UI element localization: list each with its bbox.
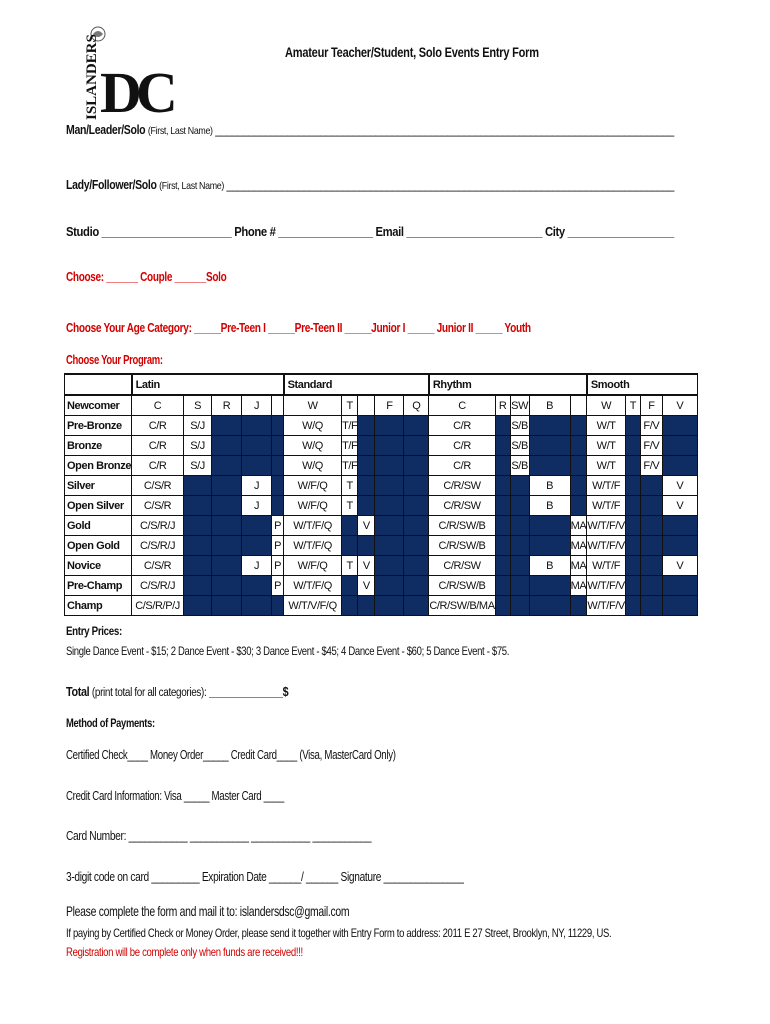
grid-cell bbox=[184, 516, 212, 536]
grid-cell bbox=[272, 436, 284, 456]
grid-group-header: Rhythm bbox=[429, 374, 587, 395]
grid-cell[interactable]: P bbox=[272, 536, 284, 556]
grid-cell bbox=[510, 576, 529, 596]
age-category[interactable]: Choose Your Age Category: _____Pre-Teen I _____Pre-Teen II _____Junior I _____ Junior II _____ Youth bbox=[66, 321, 531, 335]
grid-cell bbox=[212, 456, 242, 476]
grid-cell bbox=[529, 456, 570, 476]
grid-cell bbox=[404, 456, 429, 476]
grid-row bbox=[65, 416, 698, 436]
grid-level-label: Bronze bbox=[65, 436, 132, 456]
grid-cell[interactable]: C/S/R bbox=[132, 556, 184, 576]
grid-cell bbox=[570, 436, 587, 456]
grid-cell bbox=[342, 576, 358, 596]
grid-cell[interactable]: W/F/Q bbox=[284, 476, 342, 496]
grid-cell bbox=[640, 516, 662, 536]
grid-cell bbox=[640, 496, 662, 516]
grid-cell[interactable]: W/F/Q bbox=[284, 556, 342, 576]
grid-cell[interactable]: W/T/F/V bbox=[587, 576, 626, 596]
grid-cell[interactable]: W bbox=[587, 395, 626, 416]
grid-cell bbox=[242, 456, 272, 476]
grid-cell bbox=[358, 416, 375, 436]
grid-cell bbox=[662, 576, 697, 596]
grid-cell bbox=[375, 456, 404, 476]
grid-cell bbox=[570, 496, 587, 516]
grid-cell bbox=[272, 456, 284, 476]
grid-cell bbox=[242, 416, 272, 436]
grid-cell[interactable]: J bbox=[242, 476, 272, 496]
grid-cell bbox=[495, 416, 510, 436]
grid-cell[interactable]: W/T/F/V bbox=[587, 516, 626, 536]
logo-text-dc: DC bbox=[100, 60, 172, 125]
grid-level-label: Pre-Champ bbox=[65, 576, 132, 596]
total-field[interactable] bbox=[66, 685, 288, 699]
grid-cell[interactable]: V bbox=[662, 556, 697, 576]
grid-cell[interactable]: T bbox=[342, 395, 358, 416]
grid-cell bbox=[662, 456, 697, 476]
grid-row bbox=[65, 596, 698, 616]
grid-cell bbox=[212, 556, 242, 576]
grid-cell[interactable]: T bbox=[342, 556, 358, 576]
grid-cell bbox=[529, 576, 570, 596]
grid-cell bbox=[495, 476, 510, 496]
grid-cell bbox=[570, 456, 587, 476]
man-leader-field[interactable] bbox=[66, 123, 674, 137]
grid-cell bbox=[662, 416, 697, 436]
grid-cell bbox=[404, 536, 429, 556]
grid-row bbox=[65, 476, 698, 496]
grid-cell[interactable]: C bbox=[429, 395, 495, 416]
grid-cell[interactable]: W/T/V/F/Q bbox=[284, 596, 342, 616]
grid-cell[interactable]: Q bbox=[404, 395, 429, 416]
grid-cell bbox=[570, 596, 587, 616]
grid-cell bbox=[184, 576, 212, 596]
grid-cell[interactable]: SW bbox=[510, 395, 529, 416]
grid-cell bbox=[184, 536, 212, 556]
grid-cell bbox=[212, 416, 242, 436]
grid-cell[interactable] bbox=[358, 395, 375, 416]
grid-cell bbox=[404, 416, 429, 436]
grid-cell bbox=[529, 596, 570, 616]
grid-cell bbox=[242, 596, 272, 616]
grid-cell bbox=[510, 536, 529, 556]
grid-cell[interactable]: W/F/Q bbox=[284, 496, 342, 516]
grid-cell[interactable]: C/R bbox=[132, 456, 184, 476]
grid-cell[interactable]: T bbox=[625, 395, 640, 416]
grid-cell[interactable]: F/V bbox=[640, 436, 662, 456]
grid-cell bbox=[184, 556, 212, 576]
grid-cell bbox=[404, 476, 429, 496]
total-hint: (print total for all categories): bbox=[91, 687, 207, 699]
address-instructions: If paying by Certified Check or Money Order, please send it together with Entry Form to address: 2011 E 27 Street, Brooklyn, NY, 11229, US. bbox=[66, 926, 612, 940]
grid-cell[interactable]: P bbox=[272, 576, 284, 596]
grid-cell[interactable]: J bbox=[242, 496, 272, 516]
grid-cell[interactable]: MA bbox=[570, 516, 587, 536]
grid-cell[interactable]: C/S/R bbox=[132, 496, 184, 516]
grid-cell bbox=[375, 596, 404, 616]
grid-cell bbox=[342, 536, 358, 556]
grid-cell[interactable]: W/T bbox=[587, 416, 626, 436]
grid-cell bbox=[662, 516, 697, 536]
grid-level-label: Open Silver bbox=[65, 496, 132, 516]
card-code-expiry-signature[interactable]: 3-digit code on card _________ Expiration Date ______/ ______ Signature _______________ bbox=[66, 870, 464, 884]
grid-cell[interactable]: J bbox=[242, 395, 272, 416]
grid-group-header: Standard bbox=[284, 374, 429, 395]
entry-prices-heading: Entry Prices: bbox=[66, 624, 122, 638]
grid-cell bbox=[358, 596, 375, 616]
grid-cell[interactable]: C/R/SW/B/MA bbox=[429, 596, 495, 616]
grid-cell[interactable]: C/R bbox=[429, 436, 495, 456]
grid-cell[interactable]: C/R bbox=[429, 416, 495, 436]
grid-cell[interactable]: S/B bbox=[510, 456, 529, 476]
grid-cell bbox=[495, 576, 510, 596]
grid-cell[interactable]: S/B bbox=[510, 416, 529, 436]
grid-cell[interactable]: V bbox=[358, 556, 375, 576]
grid-cell bbox=[212, 496, 242, 516]
grid-cell bbox=[242, 536, 272, 556]
logo-text-islanders: ISLANDERS bbox=[84, 34, 100, 120]
grid-cell bbox=[625, 516, 640, 536]
grid-cell bbox=[212, 576, 242, 596]
grid-cell[interactable]: W/Q bbox=[284, 436, 342, 456]
grid-cell[interactable]: V bbox=[358, 516, 375, 536]
grid-cell[interactable]: W/T/F/Q bbox=[284, 576, 342, 596]
grid-cell[interactable]: S/J bbox=[184, 436, 212, 456]
studio-phone-email-city-line[interactable]: Studio ______________________ Phone # ________________ Email _______________________ City __________________ bbox=[66, 225, 674, 239]
grid-cell[interactable]: C/R/SW/B bbox=[429, 576, 495, 596]
payment-heading: Method of Payments: bbox=[66, 716, 155, 730]
grid-level-label: Novice bbox=[65, 556, 132, 576]
grid-cell bbox=[358, 456, 375, 476]
grid-cell[interactable]: C/S/R/P/J bbox=[132, 596, 184, 616]
grid-cell[interactable]: P bbox=[272, 516, 284, 536]
grid-cell bbox=[375, 556, 404, 576]
grid-cell bbox=[242, 436, 272, 456]
grid-cell[interactable]: C bbox=[132, 395, 184, 416]
grid-cell[interactable]: MA bbox=[570, 556, 587, 576]
grid-cell[interactable]: B bbox=[529, 395, 570, 416]
lady-label: Lady/Follower/Solo bbox=[66, 178, 157, 192]
form-title: Amateur Teacher/Student, Solo Events Entry Form bbox=[285, 44, 539, 60]
grid-cell[interactable]: C/R/SW bbox=[429, 496, 495, 516]
grid-cell bbox=[510, 496, 529, 516]
choose-couple-solo[interactable]: Choose: ______ Couple ______Solo bbox=[66, 270, 227, 284]
grid-cell bbox=[358, 496, 375, 516]
grid-cell bbox=[640, 476, 662, 496]
entry-prices-text: Single Dance Event - $15; 2 Dance Event - $30; 3 Dance Event - $45; 4 Dance Event - $60; 5 Dance Event - $75. bbox=[66, 644, 510, 658]
grid-cell[interactable]: W bbox=[284, 395, 342, 416]
grid-cell[interactable]: S/B bbox=[510, 436, 529, 456]
grid-cell bbox=[375, 496, 404, 516]
grid-cell[interactable]: F/V bbox=[640, 456, 662, 476]
man-blank[interactable]: ___________________________________________________________________________________ bbox=[215, 123, 674, 137]
grid-cell[interactable]: W/Q bbox=[284, 416, 342, 436]
grid-cell[interactable]: C/R/SW/B bbox=[429, 516, 495, 536]
grid-cell[interactable]: B bbox=[529, 496, 570, 516]
grid-cell[interactable]: W/T/F/V bbox=[587, 596, 626, 616]
grid-cell bbox=[529, 416, 570, 436]
grid-cell bbox=[212, 536, 242, 556]
mail-instructions: Please complete the form and mail it to: islandersdsc@gmail.com bbox=[66, 903, 350, 919]
grid-cell[interactable]: T/F bbox=[342, 436, 358, 456]
grid-cell bbox=[358, 536, 375, 556]
grid-cell bbox=[625, 556, 640, 576]
grid-cell bbox=[272, 416, 284, 436]
grid-cell bbox=[272, 596, 284, 616]
grid-cell bbox=[495, 496, 510, 516]
man-hint: (First, Last Name) bbox=[147, 125, 213, 137]
grid-cell bbox=[625, 496, 640, 516]
grid-cell[interactable]: F bbox=[375, 395, 404, 416]
grid-cell[interactable]: C/R bbox=[132, 416, 184, 436]
grid-cell bbox=[212, 596, 242, 616]
grid-cell[interactable]: F bbox=[640, 395, 662, 416]
grid-cell bbox=[404, 516, 429, 536]
card-number[interactable]: Card Number: ___________ ___________ ___________ ___________ bbox=[66, 829, 372, 843]
grid-cell bbox=[242, 576, 272, 596]
program-heading: Choose Your Program: bbox=[66, 353, 163, 367]
grid-level-label: Newcomer bbox=[65, 395, 132, 416]
grid-cell bbox=[212, 436, 242, 456]
grid-cell bbox=[625, 476, 640, 496]
grid-cell bbox=[510, 556, 529, 576]
grid-cell[interactable]: V bbox=[662, 395, 697, 416]
grid-cell bbox=[212, 516, 242, 536]
grid-cell[interactable]: B bbox=[529, 476, 570, 496]
lady-blank[interactable]: _________________________________________________________________________________ bbox=[226, 178, 675, 192]
total-blank[interactable]: _____________$ bbox=[209, 685, 289, 699]
grid-cell bbox=[510, 476, 529, 496]
grid-cell[interactable]: V bbox=[662, 496, 697, 516]
grid-cell[interactable]: C/R/SW bbox=[429, 476, 495, 496]
grid-cell[interactable]: V bbox=[358, 576, 375, 596]
grid-row bbox=[65, 436, 698, 456]
grid-cell bbox=[570, 416, 587, 436]
grid-row bbox=[65, 395, 698, 416]
grid-cell bbox=[184, 496, 212, 516]
grid-cell bbox=[625, 576, 640, 596]
grid-cell bbox=[510, 516, 529, 536]
grid-level-label: Champ bbox=[65, 596, 132, 616]
grid-cell bbox=[495, 536, 510, 556]
grid-cell[interactable]: C/R/SW bbox=[429, 556, 495, 576]
grid-cell bbox=[342, 516, 358, 536]
grid-cell[interactable] bbox=[272, 395, 284, 416]
grid-cell bbox=[375, 536, 404, 556]
grid-corner bbox=[65, 374, 132, 395]
grid-row bbox=[65, 496, 698, 516]
grid-cell bbox=[358, 436, 375, 456]
grid-cell[interactable]: R bbox=[495, 395, 510, 416]
grid-cell[interactable]: W/T/F/V bbox=[587, 536, 626, 556]
program-grid bbox=[64, 373, 698, 616]
grid-cell[interactable]: V bbox=[662, 476, 697, 496]
grid-cell[interactable]: J bbox=[242, 556, 272, 576]
grid-cell bbox=[272, 496, 284, 516]
grid-cell bbox=[184, 596, 212, 616]
grid-cell[interactable]: T/F bbox=[342, 416, 358, 436]
grid-cell bbox=[510, 596, 529, 616]
grid-cell[interactable]: W/T/F bbox=[587, 476, 626, 496]
grid-cell[interactable]: C/R bbox=[132, 436, 184, 456]
grid-cell bbox=[404, 496, 429, 516]
grid-cell[interactable]: S bbox=[184, 395, 212, 416]
grid-cell[interactable]: MA bbox=[570, 576, 587, 596]
grid-cell[interactable]: W/T/F bbox=[587, 496, 626, 516]
grid-cell bbox=[342, 596, 358, 616]
grid-cell[interactable]: W/T/F bbox=[587, 556, 626, 576]
grid-cell bbox=[404, 556, 429, 576]
grid-cell bbox=[640, 536, 662, 556]
grid-row bbox=[65, 536, 698, 556]
grid-cell[interactable]: R bbox=[212, 395, 242, 416]
grid-row bbox=[65, 556, 698, 576]
grid-cell bbox=[625, 596, 640, 616]
grid-cell[interactable]: W/T/F/Q bbox=[284, 536, 342, 556]
grid-cell bbox=[529, 436, 570, 456]
grid-cell[interactable]: B bbox=[529, 556, 570, 576]
grid-cell[interactable] bbox=[570, 395, 587, 416]
grid-cell bbox=[625, 456, 640, 476]
grid-level-label: Silver bbox=[65, 476, 132, 496]
grid-cell[interactable]: W/T bbox=[587, 456, 626, 476]
grid-cell[interactable]: P bbox=[272, 556, 284, 576]
grid-row bbox=[65, 576, 698, 596]
grid-cell[interactable]: C/S/R bbox=[132, 476, 184, 496]
grid-cell bbox=[662, 536, 697, 556]
grid-cell[interactable]: T bbox=[342, 476, 358, 496]
grid-cell bbox=[640, 596, 662, 616]
grid-cell bbox=[212, 476, 242, 496]
grid-cell bbox=[242, 516, 272, 536]
grid-cell[interactable]: T/F bbox=[342, 456, 358, 476]
grid-cell[interactable]: C/S/R/J bbox=[132, 536, 184, 556]
grid-level-label: Gold bbox=[65, 516, 132, 536]
grid-cell bbox=[184, 476, 212, 496]
payment-methods[interactable]: Certified Check____ Money Order_____ Credit Card____ (Visa, MasterCard Only) bbox=[66, 748, 396, 762]
grid-cell[interactable]: C/R/SW/B bbox=[429, 536, 495, 556]
card-info[interactable]: Credit Card Information: Visa _____ Master Card ____ bbox=[66, 789, 284, 803]
grid-cell bbox=[375, 436, 404, 456]
grid-cell bbox=[375, 576, 404, 596]
grid-cell[interactable]: T bbox=[342, 496, 358, 516]
grid-cell bbox=[404, 596, 429, 616]
grid-cell[interactable]: MA bbox=[570, 536, 587, 556]
islanders-dc-logo bbox=[76, 24, 172, 125]
grid-cell bbox=[495, 516, 510, 536]
grid-cell bbox=[495, 436, 510, 456]
grid-cell bbox=[272, 476, 284, 496]
grid-cell bbox=[529, 516, 570, 536]
grid-cell[interactable]: F/V bbox=[640, 416, 662, 436]
grid-cell bbox=[529, 536, 570, 556]
total-label: Total bbox=[66, 685, 90, 699]
grid-cell bbox=[640, 556, 662, 576]
grid-cell bbox=[404, 576, 429, 596]
grid-cell[interactable]: W/Q bbox=[284, 456, 342, 476]
grid-level-label: Pre-Bronze bbox=[65, 416, 132, 436]
man-label: Man/Leader/Solo bbox=[66, 123, 146, 137]
grid-cell bbox=[495, 556, 510, 576]
grid-cell bbox=[375, 476, 404, 496]
grid-cell bbox=[358, 476, 375, 496]
lady-hint: (First, Last Name) bbox=[159, 180, 224, 192]
grid-cell[interactable]: C/R bbox=[429, 456, 495, 476]
grid-cell bbox=[625, 416, 640, 436]
grid-cell bbox=[495, 596, 510, 616]
grid-cell bbox=[570, 476, 587, 496]
grid-cell bbox=[640, 576, 662, 596]
grid-cell bbox=[625, 536, 640, 556]
grid-cell bbox=[495, 456, 510, 476]
lady-follower-field[interactable] bbox=[66, 178, 674, 192]
grid-level-label: Open Gold bbox=[65, 536, 132, 556]
grid-row bbox=[65, 456, 698, 476]
grid-cell[interactable]: S/J bbox=[184, 416, 212, 436]
grid-cell[interactable]: S/J bbox=[184, 456, 212, 476]
grid-cell bbox=[662, 436, 697, 456]
grid-cell[interactable]: C/S/R/J bbox=[132, 516, 184, 536]
grid-level-label: Open Bronze bbox=[65, 456, 132, 476]
grid-group-header: Latin bbox=[132, 374, 284, 395]
grid-cell bbox=[662, 596, 697, 616]
grid-cell bbox=[404, 436, 429, 456]
grid-group-header: Smooth bbox=[587, 374, 698, 395]
grid-cell[interactable]: W/T bbox=[587, 436, 626, 456]
grid-cell bbox=[375, 416, 404, 436]
registration-note: Registration will be complete only when funds are received!!! bbox=[66, 945, 303, 959]
grid-cell[interactable]: W/T/F/Q bbox=[284, 516, 342, 536]
grid-row bbox=[65, 516, 698, 536]
grid-cell bbox=[375, 516, 404, 536]
grid-cell[interactable]: C/S/R/J bbox=[132, 576, 184, 596]
grid-cell bbox=[625, 436, 640, 456]
